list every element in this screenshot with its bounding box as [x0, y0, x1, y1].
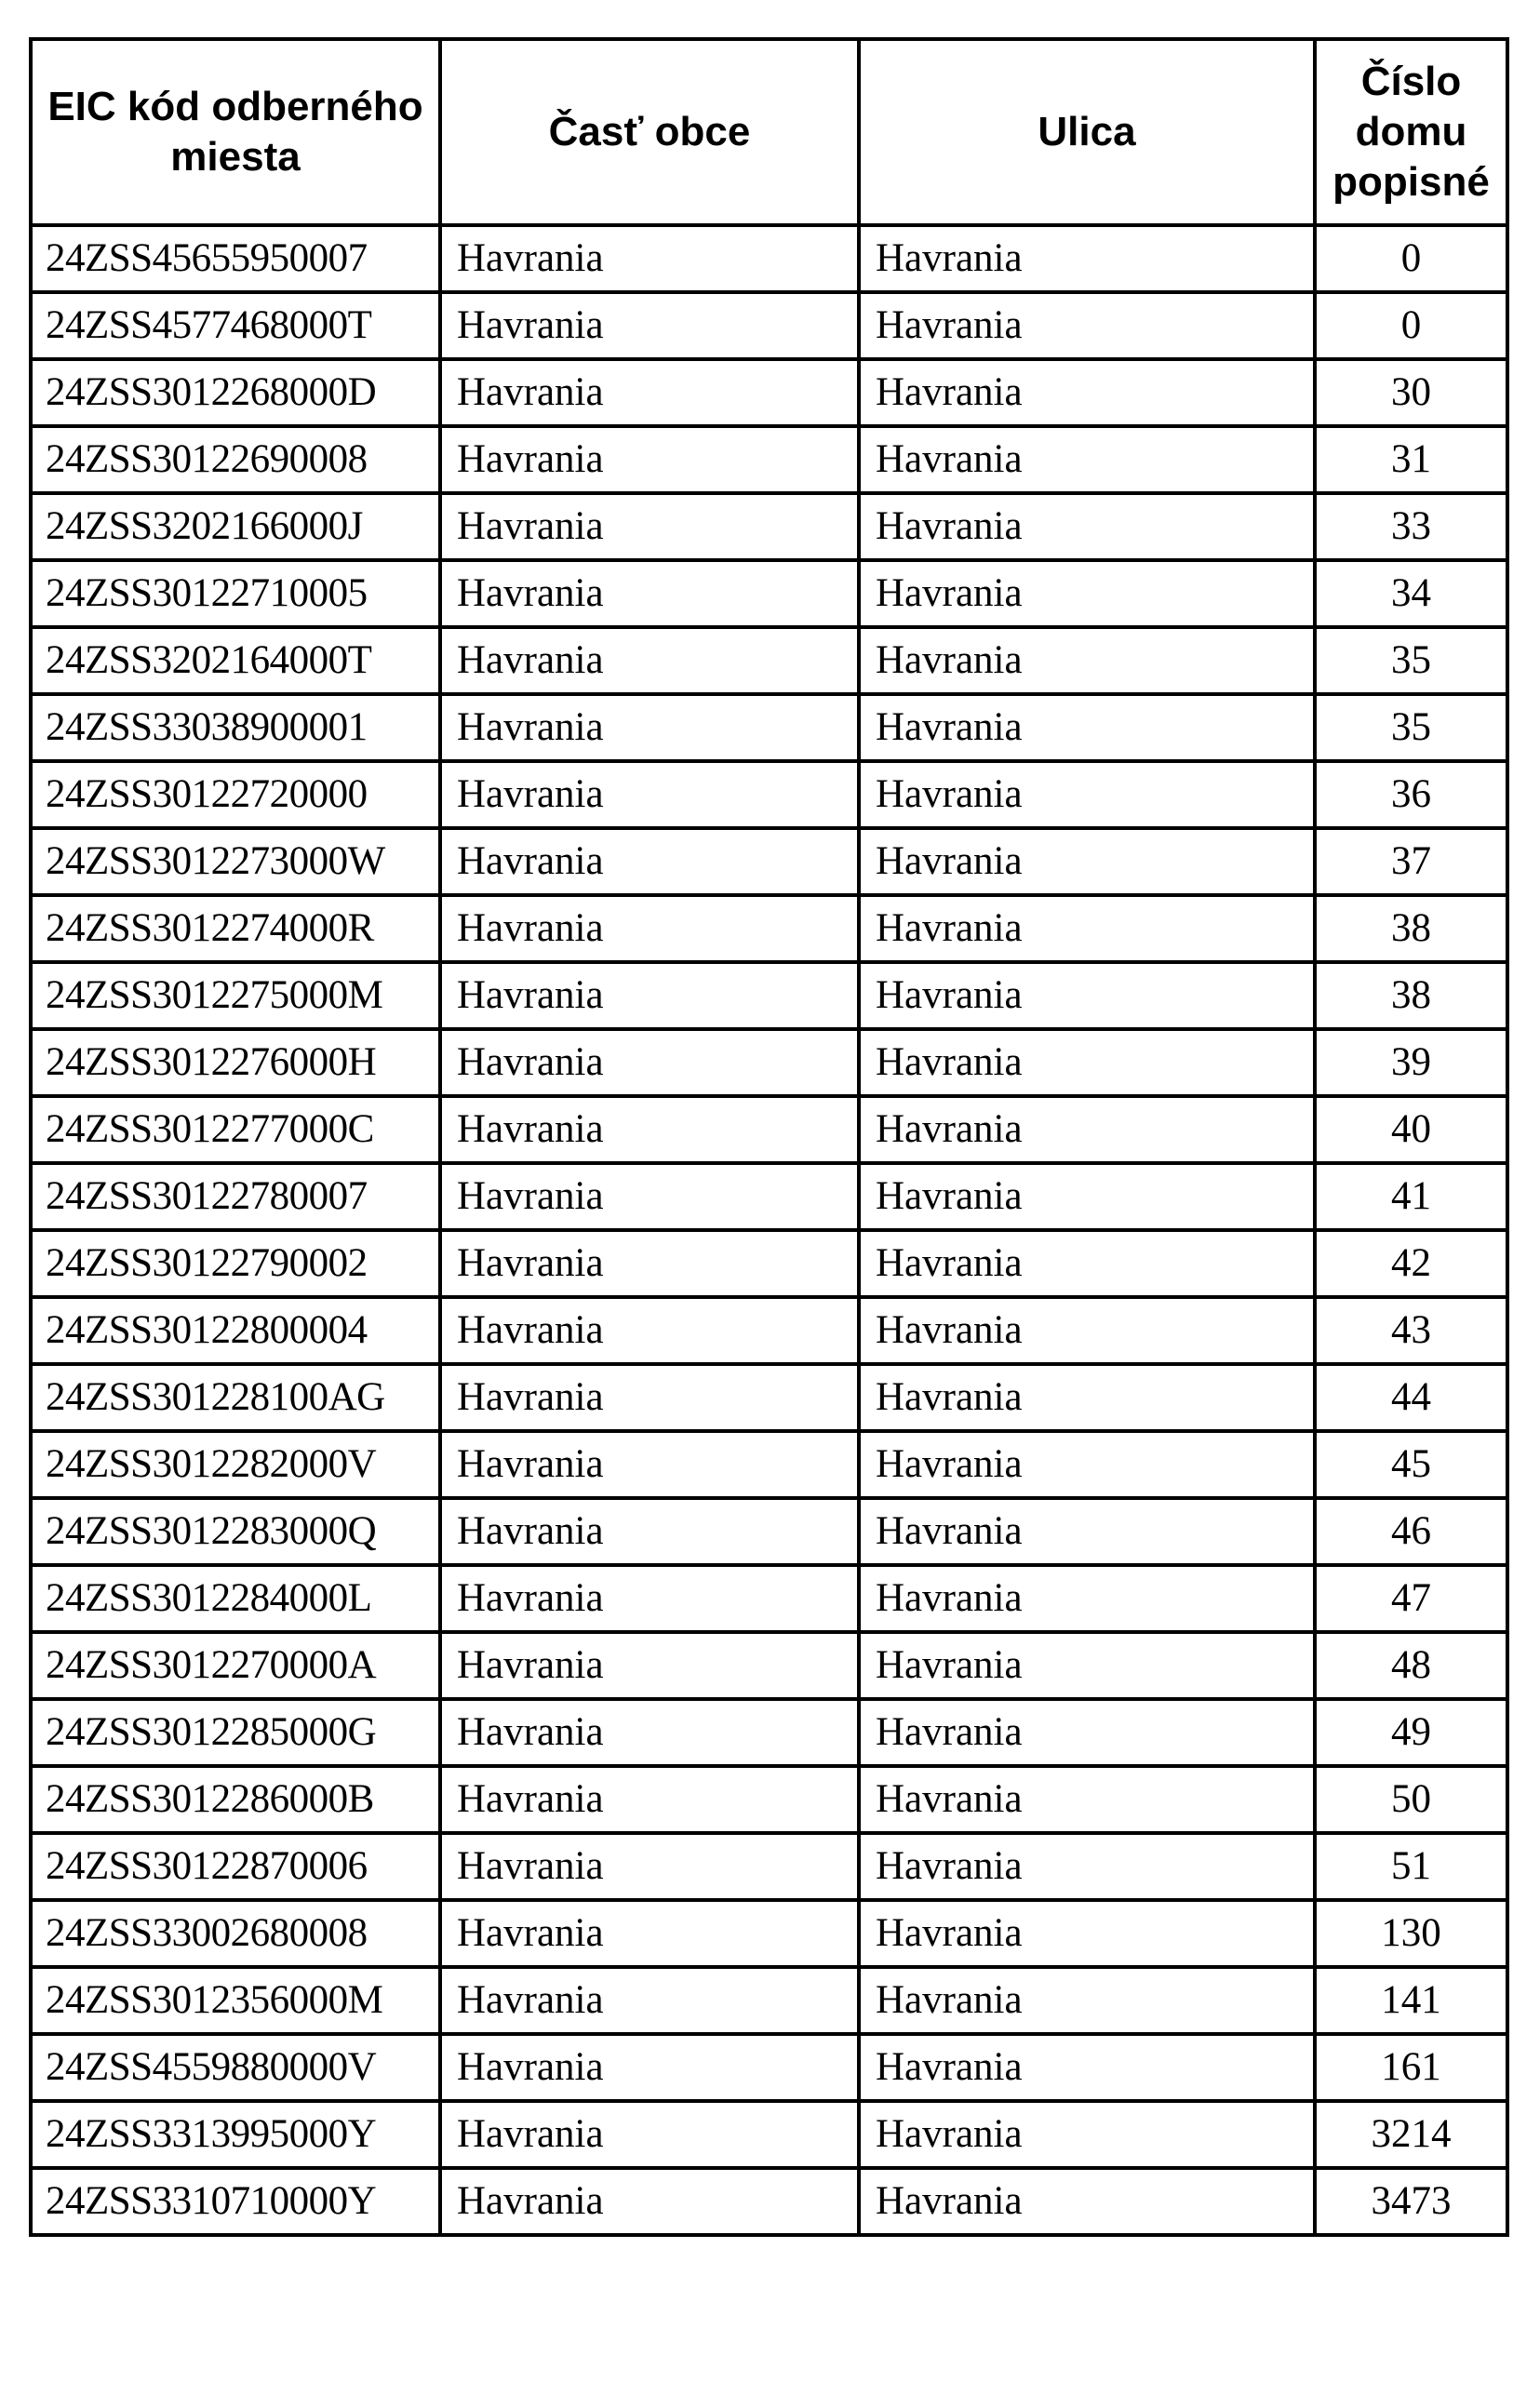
- street-cell: Havrania: [859, 1096, 1315, 1163]
- street-cell: Havrania: [859, 761, 1315, 828]
- table-row: [31, 828, 1507, 895]
- header-row: [31, 39, 1507, 225]
- eic-code-cell: 24ZSS3012285000G: [31, 1699, 440, 1766]
- street-cell: Havrania: [859, 426, 1315, 493]
- table-row: [31, 1967, 1507, 2034]
- header-eic-code: EIC kód odberného miesta: [31, 39, 440, 225]
- house-number-cell: 34: [1315, 560, 1507, 627]
- eic-code-cell: 24ZSS3012274000R: [31, 895, 440, 962]
- street-cell: Havrania: [859, 1766, 1315, 1833]
- house-number-cell: 35: [1315, 627, 1507, 694]
- house-number-cell: 161: [1315, 2034, 1507, 2101]
- street-cell: Havrania: [859, 493, 1315, 560]
- eic-code-cell: 24ZSS3012356000M: [31, 1967, 440, 2034]
- eic-code-cell: 24ZSS30122870006: [31, 1833, 440, 1900]
- street-cell: Havrania: [859, 1699, 1315, 1766]
- eic-code-cell: 24ZSS30122690008: [31, 426, 440, 493]
- house-number-cell: 35: [1315, 694, 1507, 761]
- street-cell: Havrania: [859, 1163, 1315, 1230]
- street-cell: Havrania: [859, 359, 1315, 426]
- table-row: [31, 2168, 1507, 2235]
- house-number-cell: 43: [1315, 1297, 1507, 1364]
- part-of-town-cell: Havrania: [440, 1297, 859, 1364]
- header-part-of-town: Časť obce: [440, 39, 859, 225]
- eic-code-cell: 24ZSS4559880000V: [31, 2034, 440, 2101]
- table-row: [31, 292, 1507, 359]
- table-row: [31, 962, 1507, 1029]
- house-number-cell: 51: [1315, 1833, 1507, 1900]
- house-number-cell: 0: [1315, 292, 1507, 359]
- street-cell: Havrania: [859, 627, 1315, 694]
- part-of-town-cell: Havrania: [440, 1967, 859, 2034]
- house-number-cell: 3214: [1315, 2101, 1507, 2168]
- header-street: Ulica: [859, 39, 1315, 225]
- street-cell: Havrania: [859, 292, 1315, 359]
- table-row: [31, 359, 1507, 426]
- house-number-cell: 48: [1315, 1632, 1507, 1699]
- part-of-town-cell: Havrania: [440, 1632, 859, 1699]
- house-number-cell: 0: [1315, 225, 1507, 292]
- eic-code-cell: 24ZSS3012273000W: [31, 828, 440, 895]
- house-number-cell: 46: [1315, 1498, 1507, 1565]
- eic-code-cell: 24ZSS3202164000T: [31, 627, 440, 694]
- street-cell: Havrania: [859, 2034, 1315, 2101]
- part-of-town-cell: Havrania: [440, 493, 859, 560]
- house-number-cell: 31: [1315, 426, 1507, 493]
- part-of-town-cell: Havrania: [440, 1230, 859, 1297]
- house-number-cell: 141: [1315, 1967, 1507, 2034]
- part-of-town-cell: Havrania: [440, 1163, 859, 1230]
- eic-code-cell: 24ZSS33038900001: [31, 694, 440, 761]
- street-cell: Havrania: [859, 1230, 1315, 1297]
- eic-code-cell: 24ZSS3012286000B: [31, 1766, 440, 1833]
- house-number-cell: 47: [1315, 1565, 1507, 1632]
- part-of-town-cell: Havrania: [440, 2168, 859, 2235]
- header-house-number: Číslo domu popisné: [1315, 39, 1507, 225]
- street-cell: Havrania: [859, 962, 1315, 1029]
- table-row: [31, 426, 1507, 493]
- table-row: [31, 1565, 1507, 1632]
- house-number-cell: 36: [1315, 761, 1507, 828]
- street-cell: Havrania: [859, 2168, 1315, 2235]
- eic-code-cell: 24ZSS33002680008: [31, 1900, 440, 1967]
- eic-code-cell: 24ZSS30122800004: [31, 1297, 440, 1364]
- part-of-town-cell: Havrania: [440, 2101, 859, 2168]
- street-cell: Havrania: [859, 1431, 1315, 1498]
- table-row: [31, 1900, 1507, 1967]
- street-cell: Havrania: [859, 560, 1315, 627]
- eic-code-cell: 24ZSS3310710000Y: [31, 2168, 440, 2235]
- part-of-town-cell: Havrania: [440, 1498, 859, 1565]
- part-of-town-cell: Havrania: [440, 962, 859, 1029]
- table-row: [31, 1096, 1507, 1163]
- table-row: [31, 1029, 1507, 1096]
- eic-code-cell: 24ZSS3313995000Y: [31, 2101, 440, 2168]
- table-body: [31, 225, 1507, 2235]
- part-of-town-cell: Havrania: [440, 627, 859, 694]
- house-number-cell: 3473: [1315, 2168, 1507, 2235]
- eic-code-cell: 24ZSS30122780007: [31, 1163, 440, 1230]
- street-cell: Havrania: [859, 1364, 1315, 1431]
- house-number-cell: 42: [1315, 1230, 1507, 1297]
- house-number-cell: 30: [1315, 359, 1507, 426]
- house-number-cell: 39: [1315, 1029, 1507, 1096]
- part-of-town-cell: Havrania: [440, 359, 859, 426]
- street-cell: Havrania: [859, 2101, 1315, 2168]
- part-of-town-cell: Havrania: [440, 761, 859, 828]
- table-row: [31, 1833, 1507, 1900]
- street-cell: Havrania: [859, 1029, 1315, 1096]
- street-cell: Havrania: [859, 895, 1315, 962]
- street-cell: Havrania: [859, 1632, 1315, 1699]
- part-of-town-cell: Havrania: [440, 1900, 859, 1967]
- table-row: [31, 1297, 1507, 1364]
- part-of-town-cell: Havrania: [440, 1096, 859, 1163]
- street-cell: Havrania: [859, 1565, 1315, 1632]
- eic-code-cell: 24ZSS3012282000V: [31, 1431, 440, 1498]
- house-number-cell: 49: [1315, 1699, 1507, 1766]
- part-of-town-cell: Havrania: [440, 1565, 859, 1632]
- eic-code-cell: 24ZSS3012276000H: [31, 1029, 440, 1096]
- eic-code-cell: 24ZSS3012268000D: [31, 359, 440, 426]
- house-number-cell: 38: [1315, 962, 1507, 1029]
- part-of-town-cell: Havrania: [440, 426, 859, 493]
- eic-code-cell: 24ZSS30122790002: [31, 1230, 440, 1297]
- house-number-cell: 33: [1315, 493, 1507, 560]
- table-row: [31, 2034, 1507, 2101]
- part-of-town-cell: Havrania: [440, 2034, 859, 2101]
- eic-code-cell: 24ZSS30122720000: [31, 761, 440, 828]
- table-row: [31, 493, 1507, 560]
- eic-code-cell: 24ZSS3012283000Q: [31, 1498, 440, 1565]
- street-cell: Havrania: [859, 828, 1315, 895]
- street-cell: Havrania: [859, 1297, 1315, 1364]
- part-of-town-cell: Havrania: [440, 1431, 859, 1498]
- part-of-town-cell: Havrania: [440, 1364, 859, 1431]
- part-of-town-cell: Havrania: [440, 1833, 859, 1900]
- house-number-cell: 130: [1315, 1900, 1507, 1967]
- eic-table: [29, 37, 1509, 2237]
- table-row: [31, 560, 1507, 627]
- table-row: [31, 1699, 1507, 1766]
- table-row: [31, 225, 1507, 292]
- table-row: [31, 1632, 1507, 1699]
- eic-code-cell: 24ZSS3012277000C: [31, 1096, 440, 1163]
- part-of-town-cell: Havrania: [440, 1766, 859, 1833]
- table-row: [31, 761, 1507, 828]
- table-row: [31, 1163, 1507, 1230]
- part-of-town-cell: Havrania: [440, 895, 859, 962]
- eic-code-cell: 24ZSS301228100AG: [31, 1364, 440, 1431]
- part-of-town-cell: Havrania: [440, 1699, 859, 1766]
- eic-code-cell: 24ZSS3012275000M: [31, 962, 440, 1029]
- street-cell: Havrania: [859, 225, 1315, 292]
- street-cell: Havrania: [859, 694, 1315, 761]
- part-of-town-cell: Havrania: [440, 292, 859, 359]
- eic-code-cell: 24ZSS3012270000A: [31, 1632, 440, 1699]
- table-row: [31, 1498, 1507, 1565]
- table-row: [31, 2101, 1507, 2168]
- eic-code-cell: 24ZSS4577468000T: [31, 292, 440, 359]
- table-row: [31, 1766, 1507, 1833]
- house-number-cell: 40: [1315, 1096, 1507, 1163]
- part-of-town-cell: Havrania: [440, 225, 859, 292]
- part-of-town-cell: Havrania: [440, 560, 859, 627]
- eic-code-cell: 24ZSS45655950007: [31, 225, 440, 292]
- table-row: [31, 1364, 1507, 1431]
- house-number-cell: 50: [1315, 1766, 1507, 1833]
- street-cell: Havrania: [859, 1900, 1315, 1967]
- eic-code-cell: 24ZSS3012284000L: [31, 1565, 440, 1632]
- table-row: [31, 1230, 1507, 1297]
- part-of-town-cell: Havrania: [440, 694, 859, 761]
- street-cell: Havrania: [859, 1498, 1315, 1565]
- table-row: [31, 694, 1507, 761]
- street-cell: Havrania: [859, 1833, 1315, 1900]
- house-number-cell: 41: [1315, 1163, 1507, 1230]
- table-row: [31, 627, 1507, 694]
- house-number-cell: 44: [1315, 1364, 1507, 1431]
- part-of-town-cell: Havrania: [440, 828, 859, 895]
- part-of-town-cell: Havrania: [440, 1029, 859, 1096]
- eic-code-cell: 24ZSS30122710005: [31, 560, 440, 627]
- table-row: [31, 1431, 1507, 1498]
- table-row: [31, 895, 1507, 962]
- house-number-cell: 37: [1315, 828, 1507, 895]
- street-cell: Havrania: [859, 1967, 1315, 2034]
- house-number-cell: 38: [1315, 895, 1507, 962]
- house-number-cell: 45: [1315, 1431, 1507, 1498]
- eic-code-cell: 24ZSS3202166000J: [31, 493, 440, 560]
